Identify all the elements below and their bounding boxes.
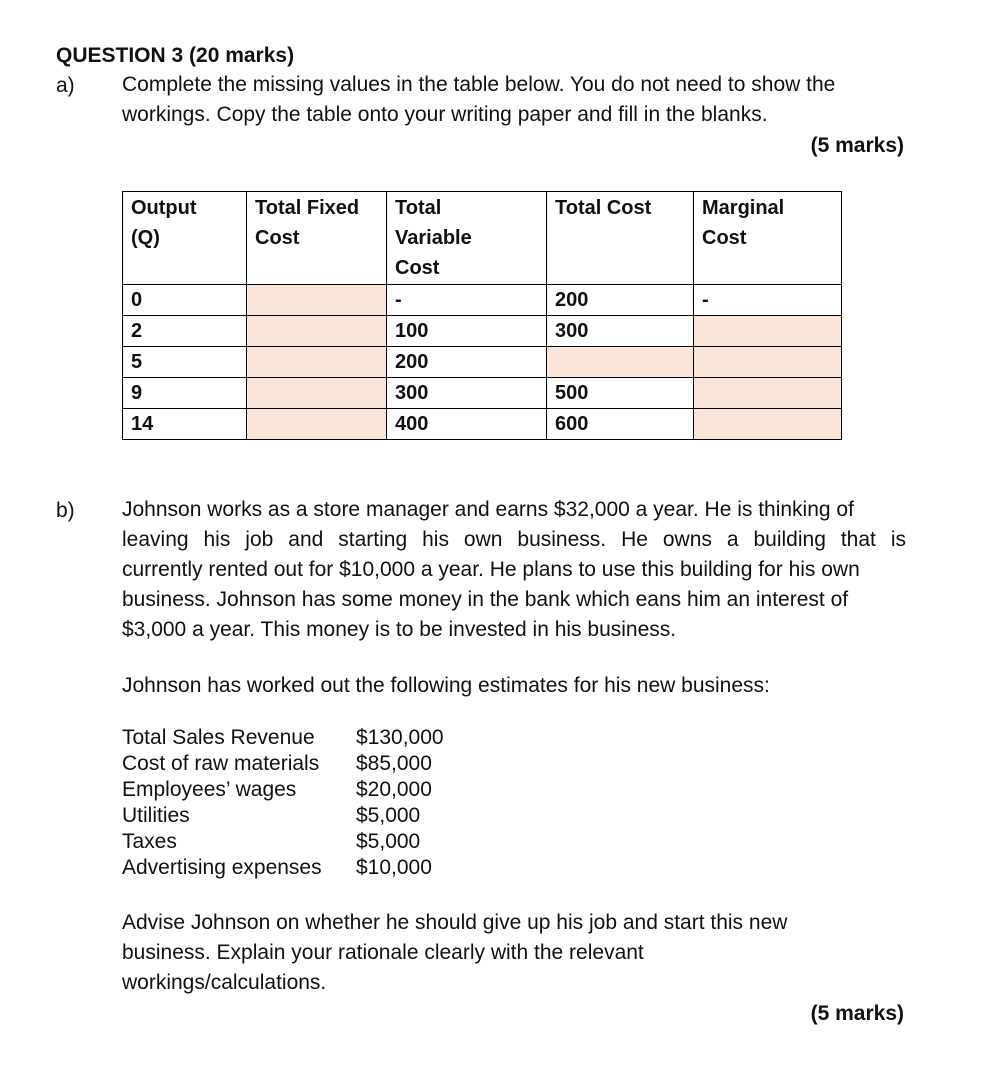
- part-a-label: a): [56, 74, 75, 97]
- cell-mc-blank: [694, 409, 842, 440]
- estimate-label: Advertising expenses: [122, 856, 322, 879]
- header-tvc-line-3: Cost: [395, 257, 440, 279]
- header-tc-text: Total Cost: [555, 197, 652, 219]
- estimates-list: [122, 725, 444, 881]
- cell-output: 9: [123, 378, 247, 409]
- cell-tc: 200: [547, 285, 694, 316]
- estimate-value: $5,000: [356, 830, 421, 853]
- cell-tvc: 100: [387, 316, 547, 347]
- cell-tc-blank: [547, 347, 694, 378]
- part-a-instruction-line-1: Complete the missing values in the table below. You do not need to show the: [122, 73, 836, 96]
- estimate-row: [122, 751, 444, 777]
- cell-mc: -: [694, 285, 842, 316]
- header-tfc-line-1: Total Fixed: [255, 197, 360, 219]
- table-row: [123, 316, 842, 347]
- cell-tvc: 200: [387, 347, 547, 378]
- estimate-label: Cost of raw materials: [122, 752, 320, 775]
- cell-tvc: -: [387, 285, 547, 316]
- table-header-row: [123, 192, 842, 285]
- cell-mc-blank: [694, 347, 842, 378]
- estimate-row: [122, 725, 444, 751]
- header-mc-line-2: Cost: [702, 227, 747, 249]
- cell-output: 0: [123, 285, 247, 316]
- header-marginal-cost: [694, 192, 842, 285]
- estimate-value: $130,000: [356, 726, 444, 749]
- cell-output: 2: [123, 316, 247, 347]
- estimate-value: $10,000: [356, 856, 432, 879]
- advise-line-1: Advise Johnson on whether he should give up his job and start this new: [122, 911, 788, 934]
- estimate-row: [122, 777, 444, 803]
- cell-tvc: 300: [387, 378, 547, 409]
- estimate-row: [122, 803, 444, 829]
- estimate-label: Total Sales Revenue: [122, 726, 315, 749]
- cell-tfc-blank: [247, 347, 387, 378]
- header-total-fixed-cost: [247, 192, 387, 285]
- cell-tc: 500: [547, 378, 694, 409]
- table-row: [123, 347, 842, 378]
- header-tvc-line-1: Total: [395, 197, 442, 219]
- cell-tfc-blank: [247, 409, 387, 440]
- header-output-line-1: Output: [131, 197, 197, 219]
- estimate-label: Taxes: [122, 830, 177, 853]
- part-b-marks: (5 marks): [810, 1002, 904, 1025]
- part-a-marks: (5 marks): [810, 134, 904, 157]
- header-mc-line-1: Marginal: [702, 197, 785, 219]
- advise-paragraph: [122, 908, 787, 998]
- cell-mc-blank: [694, 378, 842, 409]
- estimate-value: $85,000: [356, 752, 432, 775]
- header-output: [123, 192, 247, 285]
- advise-line-2: business. Explain your rationale clearly with the relevant: [122, 941, 644, 964]
- table-row: [123, 285, 842, 316]
- cell-output: 5: [123, 347, 247, 378]
- cell-tfc-blank: [247, 378, 387, 409]
- estimate-row: [122, 829, 444, 855]
- cell-mc-blank: [694, 316, 842, 347]
- cell-tc: 300: [547, 316, 694, 347]
- header-total-cost: [547, 192, 694, 285]
- cost-table: [122, 191, 842, 440]
- part-b-line-4: business. Johnson has some money in the bank which eans him an interest of: [122, 588, 849, 611]
- part-b-line-3: currently rented out for $10,000 a year. He plans to use this building for his own: [122, 558, 860, 581]
- estimate-row: [122, 855, 444, 881]
- cell-tvc: 400: [387, 409, 547, 440]
- part-b-line-5: $3,000 a year. This money is to be invested in his business.: [122, 618, 677, 641]
- cell-tfc-blank: [247, 316, 387, 347]
- header-output-line-2: (Q): [131, 227, 160, 249]
- part-a-instruction-line-2: workings. Copy the table onto your writing paper and fill in the blanks.: [122, 103, 768, 126]
- header-tfc-line-2: Cost: [255, 227, 300, 249]
- cell-output: 14: [123, 409, 247, 440]
- estimate-value: $20,000: [356, 778, 432, 801]
- header-tvc-line-2: Variable: [395, 227, 472, 249]
- estimate-label: Utilities: [122, 804, 190, 827]
- estimate-label: Employees’ wages: [122, 778, 297, 801]
- part-b-line-1: Johnson works as a store manager and earns $32,000 a year. He is thinking of: [122, 498, 854, 521]
- cell-tfc-blank: [247, 285, 387, 316]
- table-row: [123, 409, 842, 440]
- part-b-label: b): [56, 499, 75, 522]
- estimates-intro: Johnson has worked out the following estimates for his new business:: [122, 674, 770, 697]
- table-row: [123, 378, 842, 409]
- question-title: QUESTION 3 (20 marks): [56, 44, 295, 67]
- estimate-value: $5,000: [356, 804, 421, 827]
- cell-tc: 600: [547, 409, 694, 440]
- part-b-paragraph: [122, 495, 906, 645]
- header-total-variable-cost: [387, 192, 547, 285]
- part-b-line-2: leaving his job and starting his own business. He owns a building that is: [122, 528, 906, 551]
- advise-line-3: workings/calculations.: [122, 971, 327, 994]
- part-a-instruction: [122, 70, 835, 130]
